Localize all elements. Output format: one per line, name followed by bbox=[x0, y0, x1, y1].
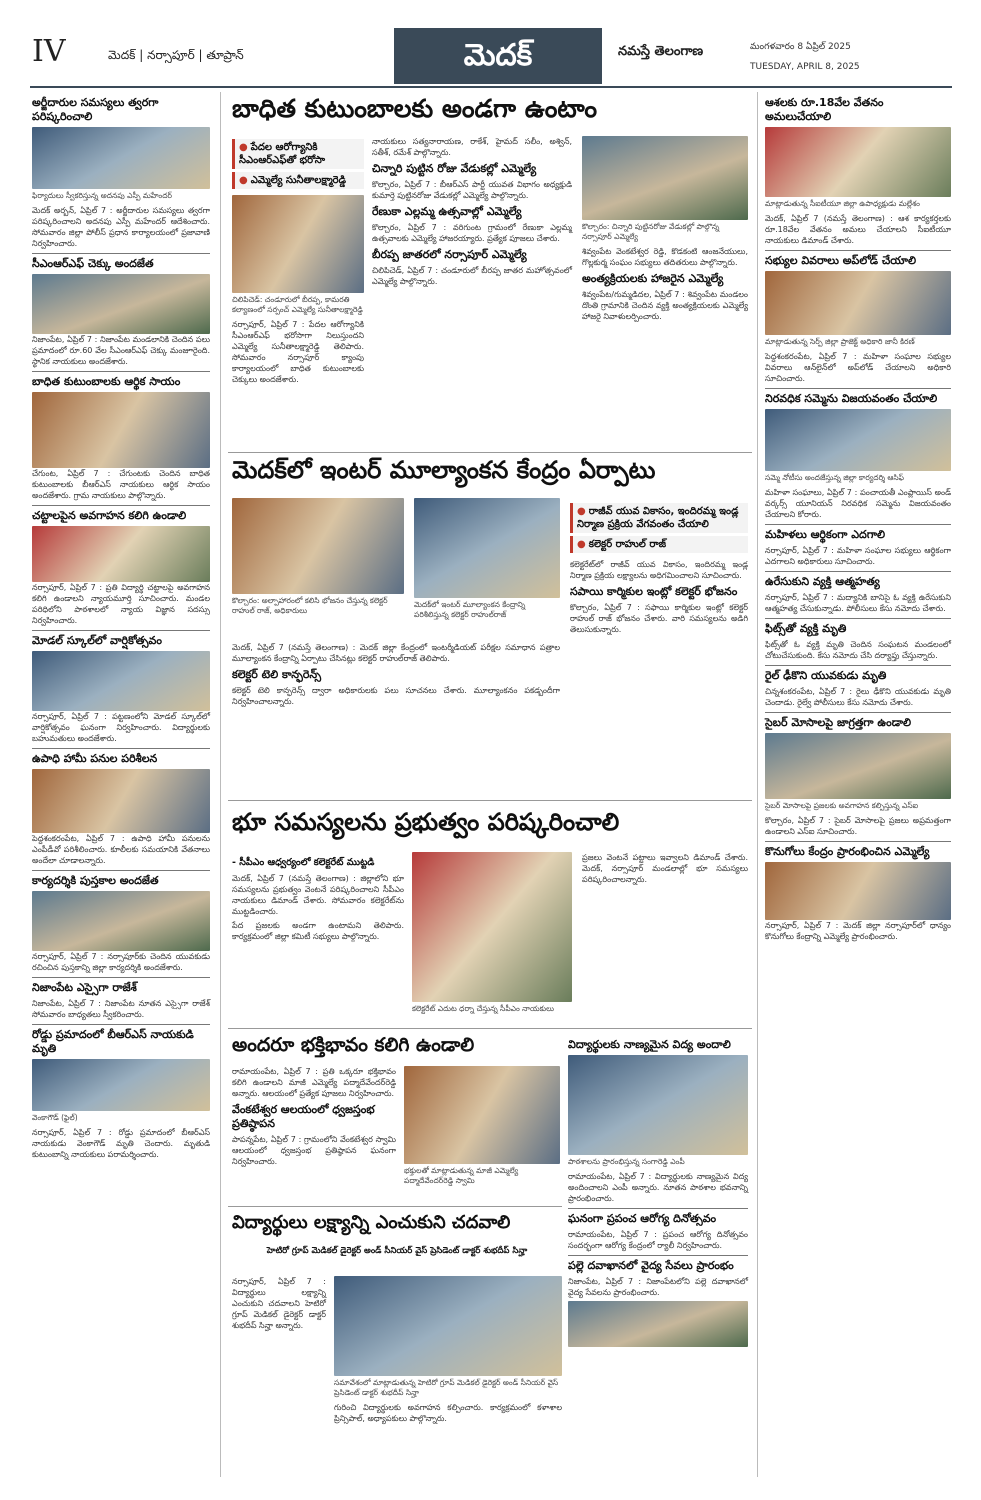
highlight-bullet: ● పేదల ఆరోగ్యానికి సీఎంఆర్ఎఫ్‌తో భరోసా bbox=[232, 139, 364, 169]
bullet-text: ఎమ్మెల్యే సునీతాలక్ష్మారెడ్డి bbox=[250, 175, 346, 186]
right-column bbox=[765, 92, 951, 945]
inter-body bbox=[232, 642, 560, 710]
photo-caption: చిలిపిచెడ్: చండూరులో బీరప్ప, కామరతి కల్యాణంలో సర్పంచ్ ఎమ్మెల్యే సునీతాలక్ష్మారెడ్డి bbox=[232, 295, 363, 314]
photo-caption: ఫిర్యాదులు స్వీకరిస్తున్న అదనపు ఎస్పీ మహేందర్ bbox=[32, 191, 172, 200]
article-subheadline: బీరప్ప జాతరలో నర్సాపూర్ ఎమ్మెల్యే bbox=[372, 248, 527, 261]
goal-left bbox=[232, 1276, 326, 1334]
inter-photo-right bbox=[414, 498, 560, 624]
article-photo bbox=[568, 1301, 748, 1347]
article-headline: చట్టాలపైన అవగాహన కలిగి ఉండాలి bbox=[32, 505, 210, 523]
highlight-bullet: ● రాజీవ్ యువ వికాసం, ఇందిరమ్మ ఇండ్ల నిర్మాణ ప్రక్రియ వేగవంతం చేయాలి bbox=[570, 503, 748, 533]
photo-caption: కొల్చారం: అల్పాహారంలో కలిసి భోజనం చేస్తున్న కలెక్టర్ రాహుల్ రాజ్, అధికారులు bbox=[232, 596, 388, 615]
article-body: నాయకులు సత్యనారాయణ, రాకేశ్, హైమద్ సలీం, అశ్విన్, సతీశ్, రమేశ్ పాల్గొన్నారు. bbox=[372, 137, 572, 157]
article-body: మెదక్, ఏప్రిల్ 7 (నమస్తే తెలంగాణ) : ఆశ కార్యకర్తలకు రూ.18వేల వేతనం అమలు చేయాలని సీఐటీయూ నాయకులు డిమాండ్ చేశారు. bbox=[765, 214, 951, 245]
section-rule bbox=[228, 1028, 752, 1029]
photo-caption: మాట్లాడుతున్న సీఐటీయూ జిల్లా ఉపాధ్యక్షుడు మల్లేశం bbox=[765, 199, 920, 208]
column-rule-left bbox=[220, 92, 221, 1477]
land-photo bbox=[412, 852, 572, 1018]
article-headline: విద్యార్థులకు నాణ్యమైన విద్య అందాలి bbox=[568, 1038, 731, 1051]
article-headline: నిరవధిక సమ్మెను విజయవంతం చేయాలి bbox=[765, 388, 951, 406]
article-photo bbox=[334, 1276, 562, 1376]
article-photo bbox=[32, 392, 210, 468]
article-headline: బాధిత కుటుంబాలకు ఆర్థిక సాయం bbox=[32, 371, 210, 389]
article-body: కొల్చారం, ఏప్రిల్ 7 : బీఆర్ఎస్ పార్టీ యువత విభాగం అధ్యక్షుడి కుమార్తె పుట్టినరోజు వేడుకల్లో ఎమ్మెల్యే పాల్గొన్నారు. bbox=[372, 180, 572, 200]
article-body: పేద ప్రజలకు అండగా ఉంటామని తెలిపారు. కార్యక్రమంలో జిల్లా కమిటీ సభ్యులు పాల్గొన్నారు. bbox=[232, 921, 404, 941]
article-body: పెద్దశంకరంపేట, ఏప్రిల్ 7 : ఉపాధి హామీ పనులను ఎంపీడీవో పరిశీలించారు. కూలీలకు సమయానికి వేతనాలు అందేలా చూడాలన్నారు. bbox=[32, 834, 210, 865]
article-photo bbox=[32, 274, 210, 334]
top-headline: బాధిత కుటుంబాలకు అండగా ఉంటాం bbox=[232, 94, 598, 123]
article-body: పెద్దశంకరంపేట, ఏప్రిల్ 7 : మహిళా సంఘాల సభ్యుల వివరాలు ఆన్‌లైన్‌లో అప్‌లోడ్ చేయాలని అధికారి సూచించారు. bbox=[765, 352, 951, 383]
highlight-bullet: ● కలెక్టర్ రాహుల్ రాజ్ bbox=[570, 536, 748, 553]
article-headline: మోడల్ స్కూల్‌లో వార్షికోత్సవం bbox=[32, 630, 210, 648]
article-photo bbox=[568, 1055, 748, 1155]
article-body: రామాయంపేట, ఏప్రిల్ 7 : విద్యార్థులకు నాణ్యమైన విద్య అందించాలని ఎంపీ అన్నారు. నూతన పాఠశాల భవనాన్ని ప్రారంభించారు. bbox=[568, 1172, 748, 1203]
article-headline: ఉపాధి హామీ పనుల పరిశీలన bbox=[32, 748, 210, 766]
article-headline: ఆశలకు రూ.18వేల వేతనం అమలుచేయాలి bbox=[765, 96, 884, 123]
article-body: నర్సాపూర్, ఏప్రిల్ 7 : మద్యానికి బానిసై ఓ వ్యక్తి ఉరేసుకుని ఆత్మహత్య చేసుకున్నాడు. పోలీసులు కేసు నమోదు చేశారు. bbox=[765, 593, 951, 613]
article-photo bbox=[32, 127, 210, 189]
article-headline: సైబర్ మోసాలపై జాగ్రత్తగా ఉండాలి bbox=[765, 712, 951, 730]
article-headline: సీఎంఆర్ఎఫ్ చెక్కు అందజేత bbox=[32, 253, 210, 271]
photo-caption: వెంకాగౌడ్ (ఫైల్) bbox=[32, 1113, 78, 1122]
page-number: IV bbox=[32, 34, 66, 69]
date-telugu: మంగళవారం 8 ఏప్రిల్ 2025 bbox=[750, 42, 851, 52]
article-photo bbox=[404, 1066, 560, 1164]
article-body: పాపన్నపేట, ఏప్రిల్ 7 : గ్రామంలోని వేంకటేశ్వర స్వామి ఆలయంలో ధ్వజస్తంభ ప్రతిష్ఠాపన ఘనంగా నిర్వహించారు. bbox=[232, 1135, 396, 1166]
left-column bbox=[32, 92, 210, 1163]
article-body: కలెక్టర్ టెలి కాన్ఫరెన్స్ ద్వారా అధికారులకు పలు సూచనలు చేశారు. మూల్యాంకనం పకడ్బందీగా నిర్వహించాలన్నారు. bbox=[232, 686, 560, 706]
birthday-photo bbox=[582, 136, 748, 220]
article-body: శివ్వంపేట వెంకటేశ్వర రెడ్డి, కొడకంటి ఆంజనేయులు, గొల్లకుర్మ సంఘం సభ్యులు తదితరులు పాల్గొన్నారు. bbox=[582, 247, 748, 267]
top-story-middle bbox=[372, 136, 572, 290]
date-english: TUESDAY, APRIL 8, 2025 bbox=[750, 62, 860, 72]
article-body: చేగుంట, ఏప్రిల్ 7 : చేగుంటకు చెందిన బాధిత కుటుంబాలకు బీఆర్ఎస్ నాయకులు ఆర్థిక సాయం అందజేశారు. గ్రామ నాయకులు పాల్గొన్నారు. bbox=[32, 469, 210, 500]
article-photo bbox=[32, 891, 210, 951]
land-left bbox=[232, 852, 404, 945]
article-body: నర్సాపూర్, ఏప్రిల్ 7 : పేదల ఆరోగ్యానికి సీఎంఆర్ఎఫ్ భరోసాగా నిలుస్తుందని ఎమ్మెల్యే సునీతాలక్ష్మారెడ్డి తెలిపారు. సోమవారం నర్సాపూర్ క్యాంపు కార్యాలయంలో బాధిత కుటుంబాలకు చెక్కులు అందజేశారు. bbox=[232, 320, 364, 384]
photo-caption: కలెక్టరేట్ ఎదుట ధర్నా చేస్తున్న సీపీఎం నాయకులు bbox=[412, 1004, 555, 1013]
article-photo bbox=[32, 526, 210, 582]
district-title: మెదక్ bbox=[394, 28, 602, 84]
article-body: మెదక్, ఏప్రిల్ 7 (నమస్తే తెలంగాణ) : మెదక్ జిల్లా కేంద్రంలో ఇంటర్మీడియట్ పరీక్షల సమాధాన పత్రాల మూల్యాంకన కేంద్రాన్ని ఏర్పాటు చేసినట్లు కలెక్టర్ రాహుల్‌రాజ్ తెలిపారు. bbox=[232, 643, 560, 663]
article-subheadline: ఘనంగా ప్రపంచ ఆరోగ్య దినోత్సవం bbox=[568, 1208, 748, 1226]
article-body: నర్సాపూర్, ఏప్రిల్ 7 : మెదక్ జిల్లా నర్సాపూర్‌లో ధాన్యం కొనుగోలు కేంద్రాన్ని ఎమ్మెల్యే ప్రారంభించారు. bbox=[765, 921, 951, 941]
article-photo bbox=[765, 127, 951, 197]
article-body: రామాయంపేట, ఏప్రిల్ 7 : ప్రతి ఒక్కరూ భక్తిభావం కలిగి ఉండాలని మాజీ ఎమ్మెల్యే పద్మాదేవేందర్‌రెడ్డి అన్నారు. ఆలయంలో ప్రత్యేక పూజలు నిర్వహించారు. bbox=[232, 1067, 396, 1098]
article-photo bbox=[32, 1059, 210, 1111]
column-rule-right bbox=[757, 92, 758, 1477]
article-body: నిజాంపేట, ఏప్రిల్ 7 : నిజాంపేటలోని పల్లె దవాఖానలో వైద్య సేవలను ప్రారంభించారు. bbox=[568, 1277, 748, 1297]
goal-headline: విద్యార్థులు లక్ష్యాన్ని ఎంచుకుని చదవాలి bbox=[232, 1212, 511, 1233]
edition-label: మెదక్ | నర్సాపూర్ | తూప్రాన్ bbox=[108, 48, 244, 62]
article-body: కొల్చారం, ఏప్రిల్ 7 : వరిగుంట గ్రామంలో రేణుకా ఎల్లమ్మ ఉత్సవాలకు ఎమ్మెల్యే హాజరయ్యారు. ప్రత్యేక పూజలు చేశారు. bbox=[372, 223, 572, 243]
devotion-photo bbox=[404, 1066, 560, 1190]
land-headline: భూ సమస్యలను ప్రభుత్వం పరిష్కరించాలి bbox=[232, 808, 620, 836]
article-headline: ఫిట్స్‌తో వ్యక్తి మృతి bbox=[765, 618, 951, 636]
goal-photo bbox=[334, 1276, 562, 1427]
article-headline: సభ్యుల వివరాలు అప్‌లోడ్ చేయాలి bbox=[765, 250, 951, 268]
article-subheadline: చిన్నారి పుట్టిన రోజు వేడుకల్లో ఎమ్మెల్యే bbox=[372, 162, 537, 175]
article-body: ఫిట్స్‌తో ఓ వ్యక్తి మృతి చెందిన సంఘటన మండలంలో చోటుచేసుకుంది. కేసు నమోదు చేసి దర్యాప్తు చేస్తున్నారు. bbox=[765, 640, 951, 660]
article-photo bbox=[32, 651, 210, 711]
land-right bbox=[582, 852, 748, 888]
article-body: నిజాంపేట, ఏప్రిల్ 7 : నిజాంపేట మండలానికి చెందిన పలు ప్రమాదంలో రూ.60 వేల సీఎంఆర్ఎఫ్ చెక్కు మంజూరైంది. స్థానిక నాయకులు అందజేశారు. bbox=[32, 335, 210, 366]
article-subheadline: కలెక్టర్ టెలి కాన్ఫరెన్స్ bbox=[232, 668, 322, 681]
masthead-rule bbox=[30, 86, 952, 88]
masthead bbox=[30, 28, 952, 84]
inter-bullets bbox=[570, 500, 748, 638]
photo-caption: సమావేశంలో మాట్లాడుతున్న హెటిరో గ్రూప్ మెడికల్ డైరెక్టర్ అండ్ సీనియర్ వైస్ ప్రెసిడెంట్ డాక్టర్ శుభదీప్ సిన్హా bbox=[334, 1378, 559, 1397]
article-subheadline: వేంకటేశ్వర ఆలయంలో ధ్వజస్తంభ ప్రతిష్ఠాపన bbox=[232, 1103, 375, 1130]
photo-caption: పాఠశాలను ప్రారంభిస్తున్న సంగారెడ్డి ఎంపీ bbox=[568, 1157, 685, 1166]
education-story bbox=[568, 1034, 748, 1347]
article-headline: రోడ్డు ప్రమాదంలో బీఆర్ఎస్ నాయకుడి మృతి bbox=[32, 1024, 210, 1056]
article-body: శివ్వంపేట/గుమ్మడిదల, ఏప్రిల్ 7 : శివ్వంపేట మండలం దొంతి గ్రామానికి చెందిన వ్యక్తి అంత్యక్రియలకు ఎమ్మెల్యే హాజరై నివాళులర్పించారు. bbox=[582, 290, 748, 321]
article-body: ప్రజలు వెంటనే పట్టాలు ఇవ్వాలని డిమాండ్ చేశారు. మెదక్, నర్సాపూర్ మండలాల్లో భూ సమస్యలు పరిష్కరించాలన్నారు. bbox=[582, 853, 748, 884]
article-subheadline: అంత్యక్రియలకు హాజరైన ఎమ్మెల్యే bbox=[582, 272, 724, 285]
inter-photo-left bbox=[232, 498, 404, 620]
article-subheadline: సపాయి కార్మికుల ఇంట్లో కలెక్టర్ భోజనం bbox=[570, 585, 738, 598]
article-photo bbox=[232, 498, 404, 594]
article-body: నిజాంపేట, ఏప్రిల్ 7 : నిజాంపేట నూతన ఎస్సైగా రాజేశ్ సోమవారం బాధ్యతలు స్వీకరించారు. bbox=[32, 999, 210, 1019]
article-subheadline: - సీపీఎం ఆధ్వర్యంలో కలెక్టరేట్ ముట్టడి bbox=[232, 857, 375, 868]
article-body: కలెక్టరేట్‌లో రాజీవ్ యువ వికాసం, ఇందిరమ్మ ఇండ్ల నిర్మాణ ప్రక్రియ లక్ష్యాలను అధిగమించాలని సూచించారు. bbox=[570, 560, 748, 580]
devotion-headline: అందరూ భక్తిభావం కలిగి ఉండాలి bbox=[232, 1034, 475, 1056]
article-headline: మహిళలు ఆర్థికంగా ఎదగాలి bbox=[765, 524, 951, 542]
article-body: నర్సాపూర్, ఏప్రిల్ 7 : రోడ్డు ప్రమాదంలో బీఆర్ఎస్ నాయకుడు వెంకాగౌడ్ మృతి చెందారు. మృతుడి కుటుంబాన్ని నాయకులు పరామర్శించారు. bbox=[32, 1128, 210, 1159]
article-body: నర్సాపూర్, ఏప్రిల్ 7 : విద్యార్థులు లక్ష్యాన్ని ఎంచుకుని చదవాలని హెటిరో గ్రూప్ మెడికల్ డైరెక్టర్ డాక్టర్ శుభదీప్ సిన్హా అన్నారు. bbox=[232, 1277, 326, 1330]
article-body: నర్సాపూర్, ఏప్రిల్ 7 : మహిళా సంఘాల సభ్యులు ఆర్థికంగా ఎదగాలని అధికారులు సూచించారు. bbox=[765, 546, 951, 566]
article-photo bbox=[765, 733, 951, 799]
article-body: మెదక్, ఏప్రిల్ 7 (నమస్తే తెలంగాణ) : జిల్లాలోని భూ సమస్యలను ప్రభుత్వం వెంటనే పరిష్కరించాలని సీపీఎం నాయకులు డిమాండ్ చేశారు. సోమవారం కలెక్టరేట్‌ను ముట్టడించారు. bbox=[232, 874, 404, 916]
photo-caption: సైబర్ మోసాలపై ప్రజలకు అవగాహన కల్పిస్తున్న ఎస్ఐ bbox=[765, 801, 919, 810]
protest-photo bbox=[412, 852, 572, 1002]
goal-sub bbox=[232, 1240, 562, 1261]
top-photo bbox=[232, 195, 364, 293]
inter-headline: మెదక్‌లో ఇంటర్ మూల్యాంకన కేంద్రం ఏర్పాటు bbox=[232, 456, 656, 484]
article-headline: ఉరేసుకుని వ్యక్తి ఆత్మహత్య bbox=[765, 571, 951, 589]
paper-name: నమస్తే తెలంగాణ bbox=[618, 44, 704, 59]
highlight-bullet: ● ఎమ్మెల్యే సునీతాలక్ష్మారెడ్డి bbox=[232, 172, 364, 189]
article-subheadline: పల్లె దవాఖానలో వైద్య సేవలు ప్రారంభం bbox=[568, 1255, 748, 1273]
bullet-text: కలెక్టర్ రాహుల్ రాజ్ bbox=[588, 539, 667, 550]
photo-caption: మెదక్‌లో ఇంటర్ మూల్యాంకన కేంద్రాన్ని పరిశీలిస్తున్న కలెక్టర్ రాహుల్‌రాజ్ bbox=[414, 600, 526, 619]
bullet-text: రాజీవ్ యువ వికాసం, ఇందిరమ్మ ఇండ్ల నిర్మాణ ప్రక్రియ వేగవంతం చేయాలి bbox=[577, 506, 739, 530]
article-photo bbox=[765, 409, 951, 471]
article-body: చిలిపిచెడ్, ఏప్రిల్ 7 : చండూరులో బీరప్ప జాతర మహోత్సవంలో ఎమ్మెల్యే పాల్గొన్నారు. bbox=[372, 266, 572, 286]
photo-caption: మాట్లాడుతున్న సెర్ప్ జిల్లా ప్రాజెక్ట్ అధికారి జానీ కిరణ్ bbox=[765, 337, 915, 346]
article-body: రామాయంపేట, ఏప్రిల్ 7 : ప్రపంచ ఆరోగ్య దినోత్సవం సందర్భంగా ఆరోగ్య కేంద్రంలో ర్యాలీ నిర్వహించారు. bbox=[568, 1230, 748, 1250]
article-body: మహిళా సంఘాలు, ఏప్రిల్ 7 : పంచాయతీ ఎంప్లాయిస్ అండ్ వర్కర్స్ యూనియన్ నిరవధిక సమ్మెను విజయవంతం చేయాలని కోరారు. bbox=[765, 488, 951, 519]
article-headline: నిజాంపేట ఎస్సైగా రాజేశ్ bbox=[32, 977, 210, 995]
article-photo bbox=[32, 769, 210, 833]
article-headline: కొనుగోలు కేంద్రం ప్రారంభించిన ఎమ్మెల్యే bbox=[765, 841, 951, 859]
photo-caption: కొల్చారం: చిన్నారి పుట్టినరోజు వేడుకల్లో పాల్గొన్న నర్సాపూర్ ఎమ్మెల్యే bbox=[582, 222, 720, 241]
article-body: నర్సాపూర్, ఏప్రిల్ 7 : పట్టణంలోని మోడల్ స్కూల్‌లో వార్షికోత్సవం ఘనంగా నిర్వహించారు. విద్యార్థులకు బహుమతులు అందజేశారు. bbox=[32, 712, 210, 743]
devotion-body bbox=[232, 1066, 396, 1170]
article-body: చిన్నశంకరంపేట, ఏప్రిల్ 7 : రైలు ఢీకొని యువకుడు మృతి చెందాడు. రైల్వే పోలీసులు కేసు నమోదు చేశారు. bbox=[765, 687, 951, 707]
article-headline: అర్జీదారుల సమస్యలు త్వరగా పరిష్కరించాలి bbox=[32, 96, 159, 123]
top-story-left bbox=[232, 136, 364, 388]
article-subheadline: రేణుకా ఎల్లమ్మ ఉత్సవాల్లో ఎమ్మెల్యే bbox=[372, 205, 522, 218]
article-body: నర్సాపూర్, ఏప్రిల్ 7 : ప్రతి విద్యార్థి చట్టాలపై అవగాహన కలిగి ఉండాలని న్యాయమూర్తి సూచించారు. మండల పరిధిలోని పాఠశాలలో న్యాయ విజ్ఞాన సదస్సు నిర్వహించారు. bbox=[32, 583, 210, 625]
article-photo bbox=[414, 498, 560, 598]
article-body: కొల్చారం, ఏప్రిల్ 7 : సైబర్ మోసాలపై ప్రజలు అప్రమత్తంగా ఉండాలని ఎస్ఐ సూచించారు. bbox=[765, 816, 951, 836]
article-headline: రైల్ ఢీకొని యువకుడు మృతి bbox=[765, 665, 951, 683]
article-body: నర్సాపూర్, ఏప్రిల్ 7 : నర్సాపూర్‌కు చెందిన యువకుడు రచించిన పుస్తకాన్ని జిల్లా కార్యదర్శికి అందజేశారు. bbox=[32, 952, 210, 972]
article-photo bbox=[765, 862, 951, 920]
section-rule bbox=[228, 1206, 562, 1207]
bullet-text: పేదల ఆరోగ్యానికి సీఎంఆర్ఎఫ్‌తో భరోసా bbox=[239, 142, 326, 166]
section-rule bbox=[228, 452, 752, 453]
top-story-right bbox=[582, 136, 748, 325]
section-rule bbox=[228, 800, 752, 801]
article-body: గురించి విద్యార్థులకు అవగాహన కల్పించారు. కార్యక్రమంలో కళాశాల ప్రిన్సిపాల్, అధ్యాపకులు పాల్గొన్నారు. bbox=[334, 1403, 562, 1423]
article-photo bbox=[765, 271, 951, 335]
photo-caption: సమ్మె నోటీసు అందజేస్తున్న జిల్లా కార్యదర్శి ఆసిఫ్ bbox=[765, 473, 905, 482]
photo-caption: భక్తులతో మాట్లాడుతున్న మాజీ ఎమ్మెల్యే పద్మాదేవేందర్‌రెడ్డి స్వామి bbox=[404, 1166, 519, 1185]
article-body: కొల్చారం, ఏప్రిల్ 7 : సఫాయి కార్మికుల ఇంట్లో కలెక్టర్ రాహుల్ రాజ్ భోజనం చేశారు. వారి సమస్యలను అడిగి తెలుసుకున్నారు. bbox=[570, 603, 748, 634]
article-body: మెదక్ అర్బన్, ఏప్రిల్ 7 : అర్జీదారుల సమస్యలు త్వరగా పరిష్కరించాలని అదనపు ఎస్పీ మహేందర్ ఆదేశించారు. సోమవారం జిల్లా పోలీస్ ప్రధాన కార్యాలయంలో ప్రజావాణి నిర్వహించారు. bbox=[32, 206, 210, 248]
article-subheadline: హెటిరో గ్రూప్ మెడికల్ డైరెక్టర్ అండ్ సీనియర్ వైస్ ప్రెసిడెంట్ డాక్టర్ శుభదీప్ సిన్హా bbox=[266, 1246, 528, 1256]
article-headline: కార్యదర్శికి పుస్తకాల అందజేత bbox=[32, 870, 210, 888]
